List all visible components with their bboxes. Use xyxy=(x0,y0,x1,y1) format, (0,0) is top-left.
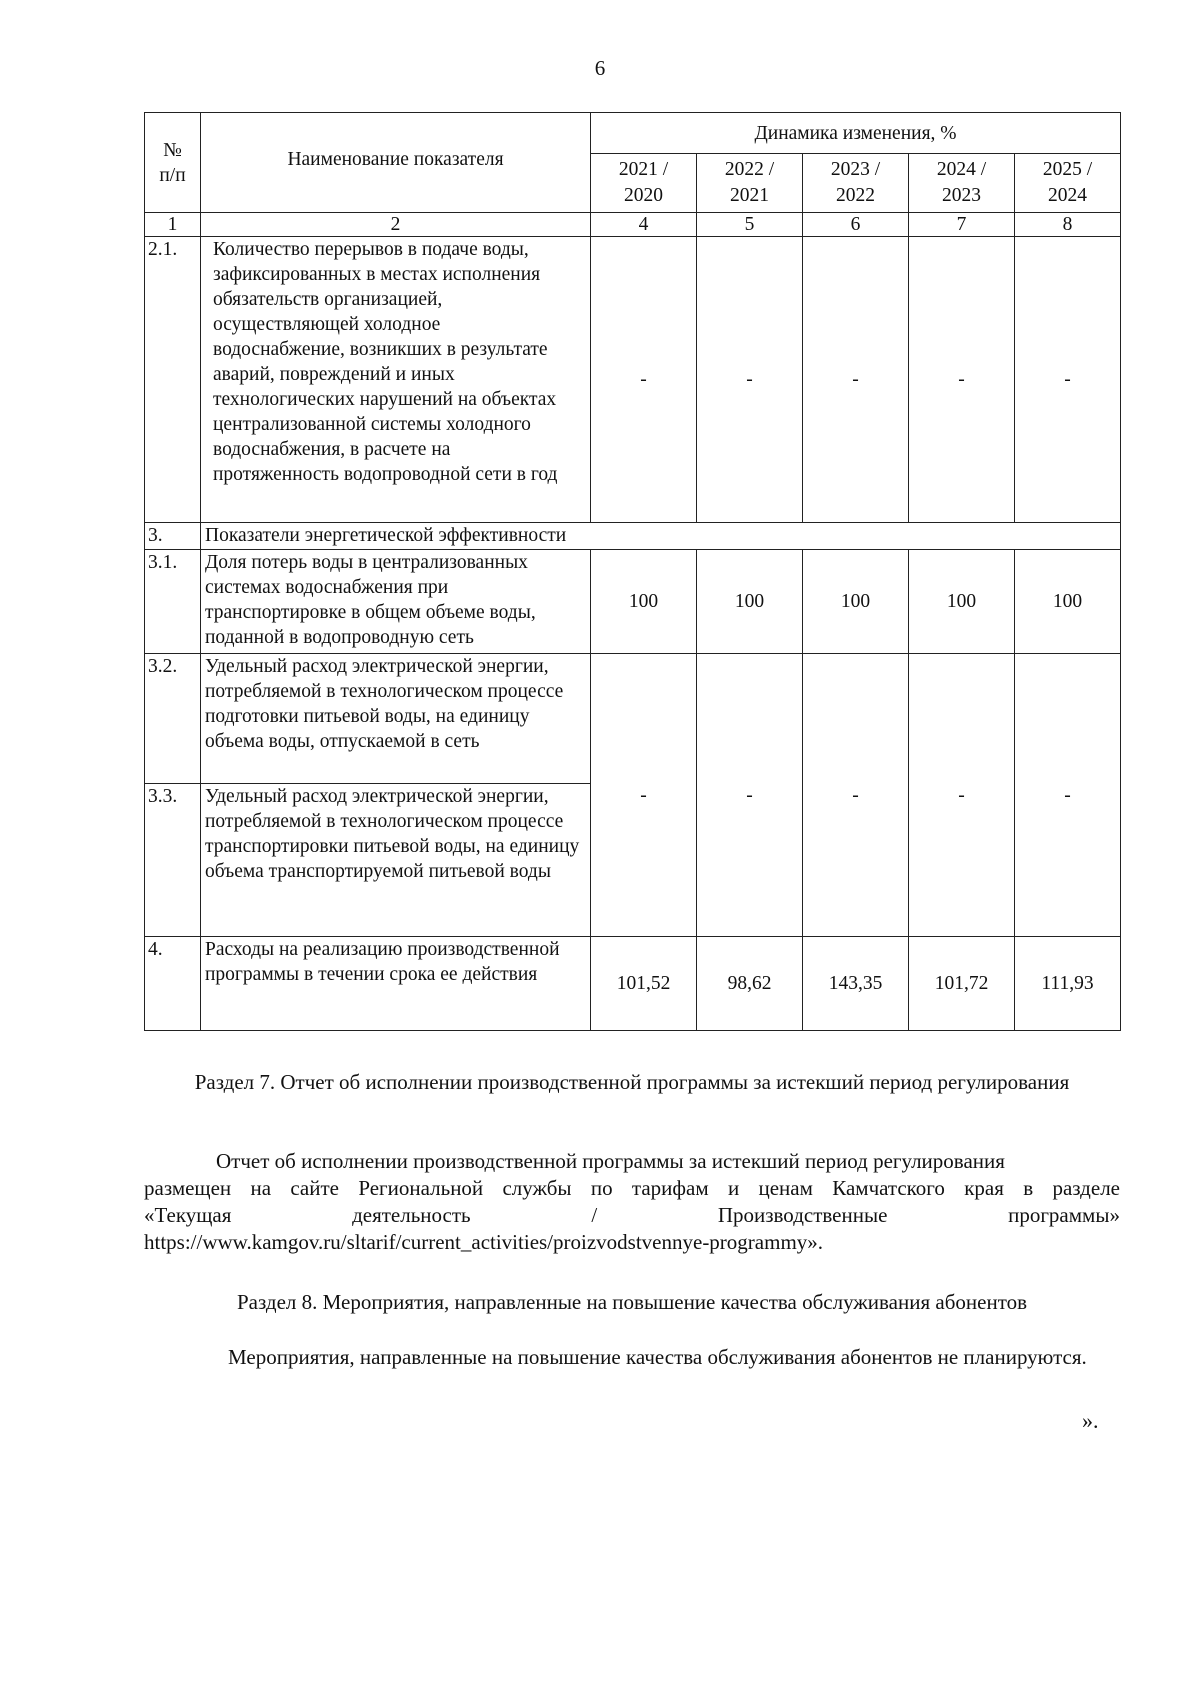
row-value: 100 xyxy=(697,550,803,654)
row-num: 3.1. xyxy=(145,550,201,654)
indicators-table xyxy=(144,112,1121,1031)
table-row xyxy=(145,654,1121,784)
row-value: - xyxy=(591,654,697,937)
row-value: - xyxy=(697,237,803,523)
section8-paragraph: Мероприятия, направленные на повышение качества обслуживания абонентов не планируются. xyxy=(228,1345,1087,1369)
row-value: - xyxy=(1015,654,1121,937)
row-value: 98,62 xyxy=(697,937,803,1031)
column-number: 4 xyxy=(591,213,697,237)
row-value: - xyxy=(697,654,803,937)
row-name: Удельный расход электрической энергии, потребляемой в технологическом процессе транспортировки питьевой воды, на единицу объема транспортируемой питьевой воды xyxy=(201,784,591,937)
spread-word: программы» xyxy=(1008,1203,1120,1227)
row-num: 4. xyxy=(145,937,201,1031)
section8-heading: Раздел 8. Мероприятия, направленные на повышение качества обслуживания абонентов xyxy=(236,1290,1028,1314)
spread-word: / xyxy=(591,1203,598,1227)
table-row xyxy=(145,550,1121,654)
page-number: 6 xyxy=(594,56,606,80)
row-value: 100 xyxy=(1015,550,1121,654)
header-name: Наименование показателя xyxy=(201,113,591,213)
section7-line: размещен на сайте Региональной службы по тарифам и ценам Камчатского края в разделе xyxy=(144,1176,1120,1200)
column-number: 5 xyxy=(697,213,803,237)
header-year: 2021 / 2020 xyxy=(591,154,697,213)
section7-line: Отчет об исполнении производственной программы за истекший период регулирования xyxy=(216,1149,1005,1173)
row-value: 101,52 xyxy=(591,937,697,1031)
row-num: 3.3. xyxy=(145,784,201,937)
spread-word: деятельность xyxy=(352,1203,471,1227)
row-value: - xyxy=(909,654,1015,937)
spread-word: Производственные xyxy=(717,1203,888,1227)
column-number: 2 xyxy=(201,213,591,237)
row-value: - xyxy=(803,237,909,523)
header-year: 2022 / 2021 xyxy=(697,154,803,213)
column-number: 1 xyxy=(145,213,201,237)
header-num: № п/п xyxy=(145,113,201,213)
row-num: 3.2. xyxy=(145,654,201,784)
section-row xyxy=(145,523,1121,550)
column-number: 8 xyxy=(1015,213,1121,237)
header-year: 2025 / 2024 xyxy=(1015,154,1121,213)
header-year: 2024 / 2023 xyxy=(909,154,1015,213)
section-title: Показатели энергетической эффективности xyxy=(201,523,1121,550)
row-num: 3. xyxy=(145,523,201,550)
spread-word: «Текущая xyxy=(144,1203,232,1227)
closing-quote: ». xyxy=(1082,1408,1099,1433)
header-dynamics: Динамика изменения, % xyxy=(591,113,1121,154)
row-name: Количество перерывов в подаче воды, зафиксированных в местах исполнения обязательств организацией, осуществляющей холодное водоснабжение, возникших в результате аварий, повреждений и иных технологических нарушений на объектах централизованной системы холодного водоснабжения, в расчете на протяженность водопроводной сети в год xyxy=(201,237,591,523)
row-value: 100 xyxy=(803,550,909,654)
row-name: Доля потерь воды в централизованных системах водоснабжения при транспортировке в общем объеме воды, поданной в водопроводную сеть xyxy=(201,550,591,654)
table-row xyxy=(145,937,1121,1031)
row-value: - xyxy=(1015,237,1121,523)
section7-heading: Раздел 7. Отчет об исполнении производственной программы за истекший период регулирования xyxy=(194,1070,1070,1094)
indicators-table-wrap xyxy=(144,112,1120,1031)
row-value: - xyxy=(803,654,909,937)
section7-paragraph xyxy=(144,1148,1120,1256)
row-value: 111,93 xyxy=(1015,937,1121,1031)
column-number: 7 xyxy=(909,213,1015,237)
row-value: 100 xyxy=(909,550,1015,654)
row-value: 101,72 xyxy=(909,937,1015,1031)
row-value: 100 xyxy=(591,550,697,654)
row-value: 143,35 xyxy=(803,937,909,1031)
section7-url: https://www.kamgov.ru/sltarif/current_activities/proizvodstvennye-programmy». xyxy=(144,1230,824,1254)
row-name: Удельный расход электрической энергии, потребляемой в технологическом процессе подготовки питьевой воды, на единицу объема воды, отпускаемой в сеть xyxy=(201,654,591,784)
column-number: 6 xyxy=(803,213,909,237)
row-name: Расходы на реализацию производственной программы в течении срока ее действия xyxy=(201,937,591,1031)
row-value: - xyxy=(591,237,697,523)
section7-spread-line xyxy=(144,1202,1120,1229)
row-value: - xyxy=(909,237,1015,523)
row-num: 2.1. xyxy=(145,237,201,523)
table-row xyxy=(145,237,1121,523)
header-year: 2023 / 2022 xyxy=(803,154,909,213)
